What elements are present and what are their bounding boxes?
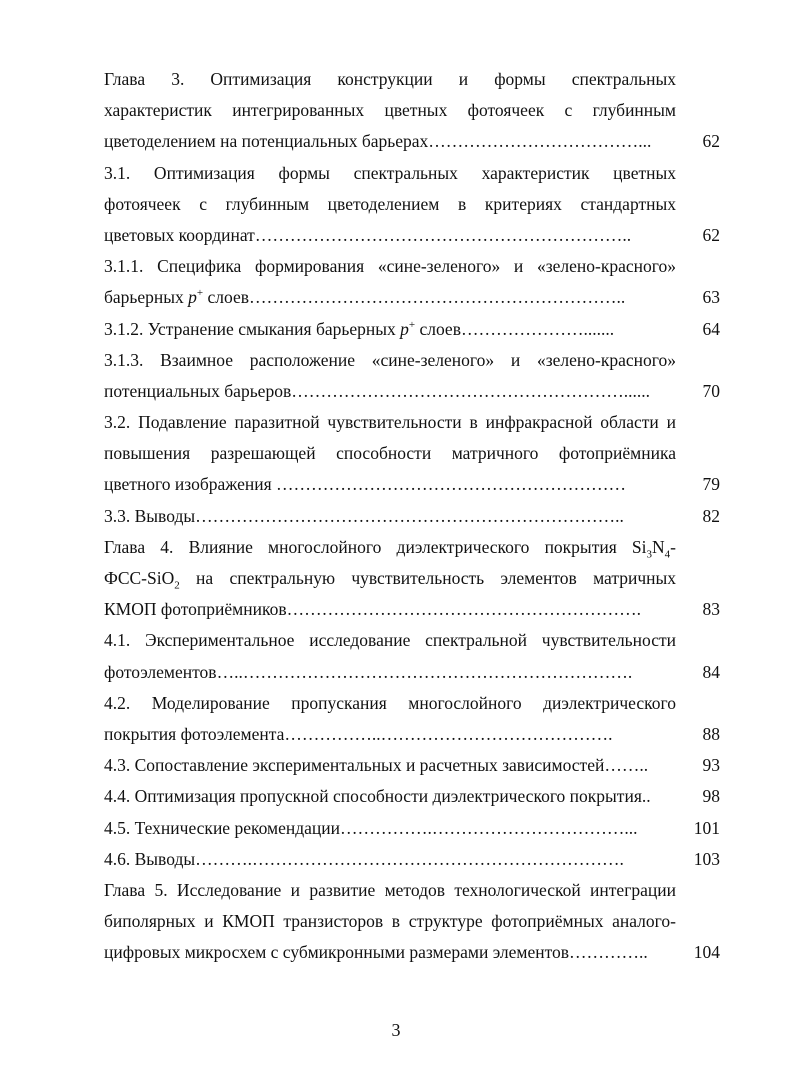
toc-entry-4-3[interactable] [104,750,720,781]
toc-entry-text: фотоячеек с глубинным цветоделением в критериях стандартных [104,193,676,214]
toc-entry-text: повышения разрешающей способности матричного фотоприёмника [104,443,676,464]
toc-entry-text: 3.1.2. Устранение смыкания барьерных p+ слоев…………………....... [104,318,615,339]
toc-entry-text: 4.1. Экспериментальное исследование спектральной чувствительности [104,630,676,651]
toc-entry-3-2[interactable] [104,407,720,501]
toc-entry-4-6[interactable] [104,844,720,875]
toc-entry-text: 3.1.1. Специфика формирования «сине-зеленого» и «зелено-красного» [104,256,676,277]
toc-entry-text: биполярных и КМОП транзисторов в структуре фотоприёмных аналого- [104,911,676,932]
toc-entry-4-1[interactable] [104,625,720,687]
toc-entry-text: 3.1. Оптимизация формы спектральных характеристик цветных [104,162,676,183]
toc-page-number: 62 [702,131,720,152]
toc-entry-text: фотоэлементов…..…………………………………………………………. [104,661,633,682]
toc-entry-text: потенциальных барьеров…………………………………………………...... [104,380,650,401]
toc-entry-text: цветоделением на потенциальных барьерах………………………………... [104,131,652,152]
toc-entry-3-1-2[interactable] [104,314,720,345]
toc-entry-chapter-5[interactable] [104,875,720,969]
toc-entry-4-5[interactable] [104,813,720,844]
toc-entry-text: 4.2. Моделирование пропускания многослойного диэлектрического [104,692,676,713]
toc-page-number: 103 [693,848,720,869]
toc-entry-chapter-4[interactable] [104,532,720,626]
toc-entry-3-1-3[interactable] [104,345,720,407]
toc-entry-4-2[interactable] [104,688,720,750]
toc-page-number: 101 [693,817,720,838]
toc-entry-text: 4.6. Выводы……….………………………………………………………. [104,848,624,869]
toc-page-number: 64 [702,318,720,339]
toc-page-number: 98 [702,786,720,807]
toc-entry-3-1-1[interactable] [104,251,720,313]
toc-entry-text: цветного изображения …………………………………………………… [104,474,627,495]
toc-entry-text: ФСС-SiO$_2$ на спектральную чувствительность элементов матричных [104,568,676,592]
toc-page-number: 70 [702,380,720,401]
toc-page-number: 79 [702,474,720,495]
page-number: 3 [391,1020,401,1040]
toc-entry-4-4[interactable] [104,781,720,812]
toc-entry-text: 4.3. Сопоставление экспериментальных и расчетных зависимостей…….. [104,755,649,776]
toc-entry-text: 4.5. Технические рекомендации…………….……………………………... [104,817,638,838]
toc-entry-text: покрытия фотоэлемента……………..…………………………………. [104,723,613,744]
toc-entry-text: Глава 5. Исследование и развитие методов технологической интеграции [104,879,676,900]
toc-entry-text: Глава 4. Влияние многослойного диэлектрического покрытия $Si_3N_4-$ [104,536,676,561]
toc-entry-text: цифровых микросхем с субмикронными размерами элементов………….. [104,942,648,963]
toc-entry-text: характеристик интегрированных цветных фотоячеек с глубинным [104,100,676,121]
toc-entry-chapter-3[interactable] [104,64,720,158]
toc-page-number: 63 [702,287,720,308]
toc-entry-text: 4.4. Оптимизация пропускной способности диэлектрического покрытия.. [104,786,651,807]
toc-page-number: 62 [702,224,720,245]
toc-page-number: 104 [693,942,720,963]
toc-entry-3-3[interactable] [104,501,720,532]
toc-entry-3-1[interactable] [104,158,720,252]
toc-entry-text: цветовых координат……………………………………………………….. [104,224,632,245]
toc-entry-text: Глава 3. Оптимизация конструкции и формы спектральных [104,69,676,89]
toc-page-number: 83 [702,599,720,620]
toc-entry-text: 3.1.3. Взаимное расположение «сине-зеленого» и «зелено-красного» [104,349,676,370]
toc-entry-text: 3.3. Выводы……………………………………………………………….. [104,505,624,526]
toc-page-number: 82 [702,505,720,526]
toc-entry-text: КМОП фотоприёмников……………………………………………………. [104,599,641,620]
toc-entry-text: 3.2. Подавление паразитной чувствительности в инфракрасной области и [104,412,676,433]
toc-page-number: 84 [702,661,720,682]
toc-page-number: 88 [702,723,720,744]
toc-entry-text: барьерных p+ слоев……………………………………………………….. [104,287,626,308]
toc-page-number: 93 [702,755,720,776]
table-of-contents [104,64,720,968]
